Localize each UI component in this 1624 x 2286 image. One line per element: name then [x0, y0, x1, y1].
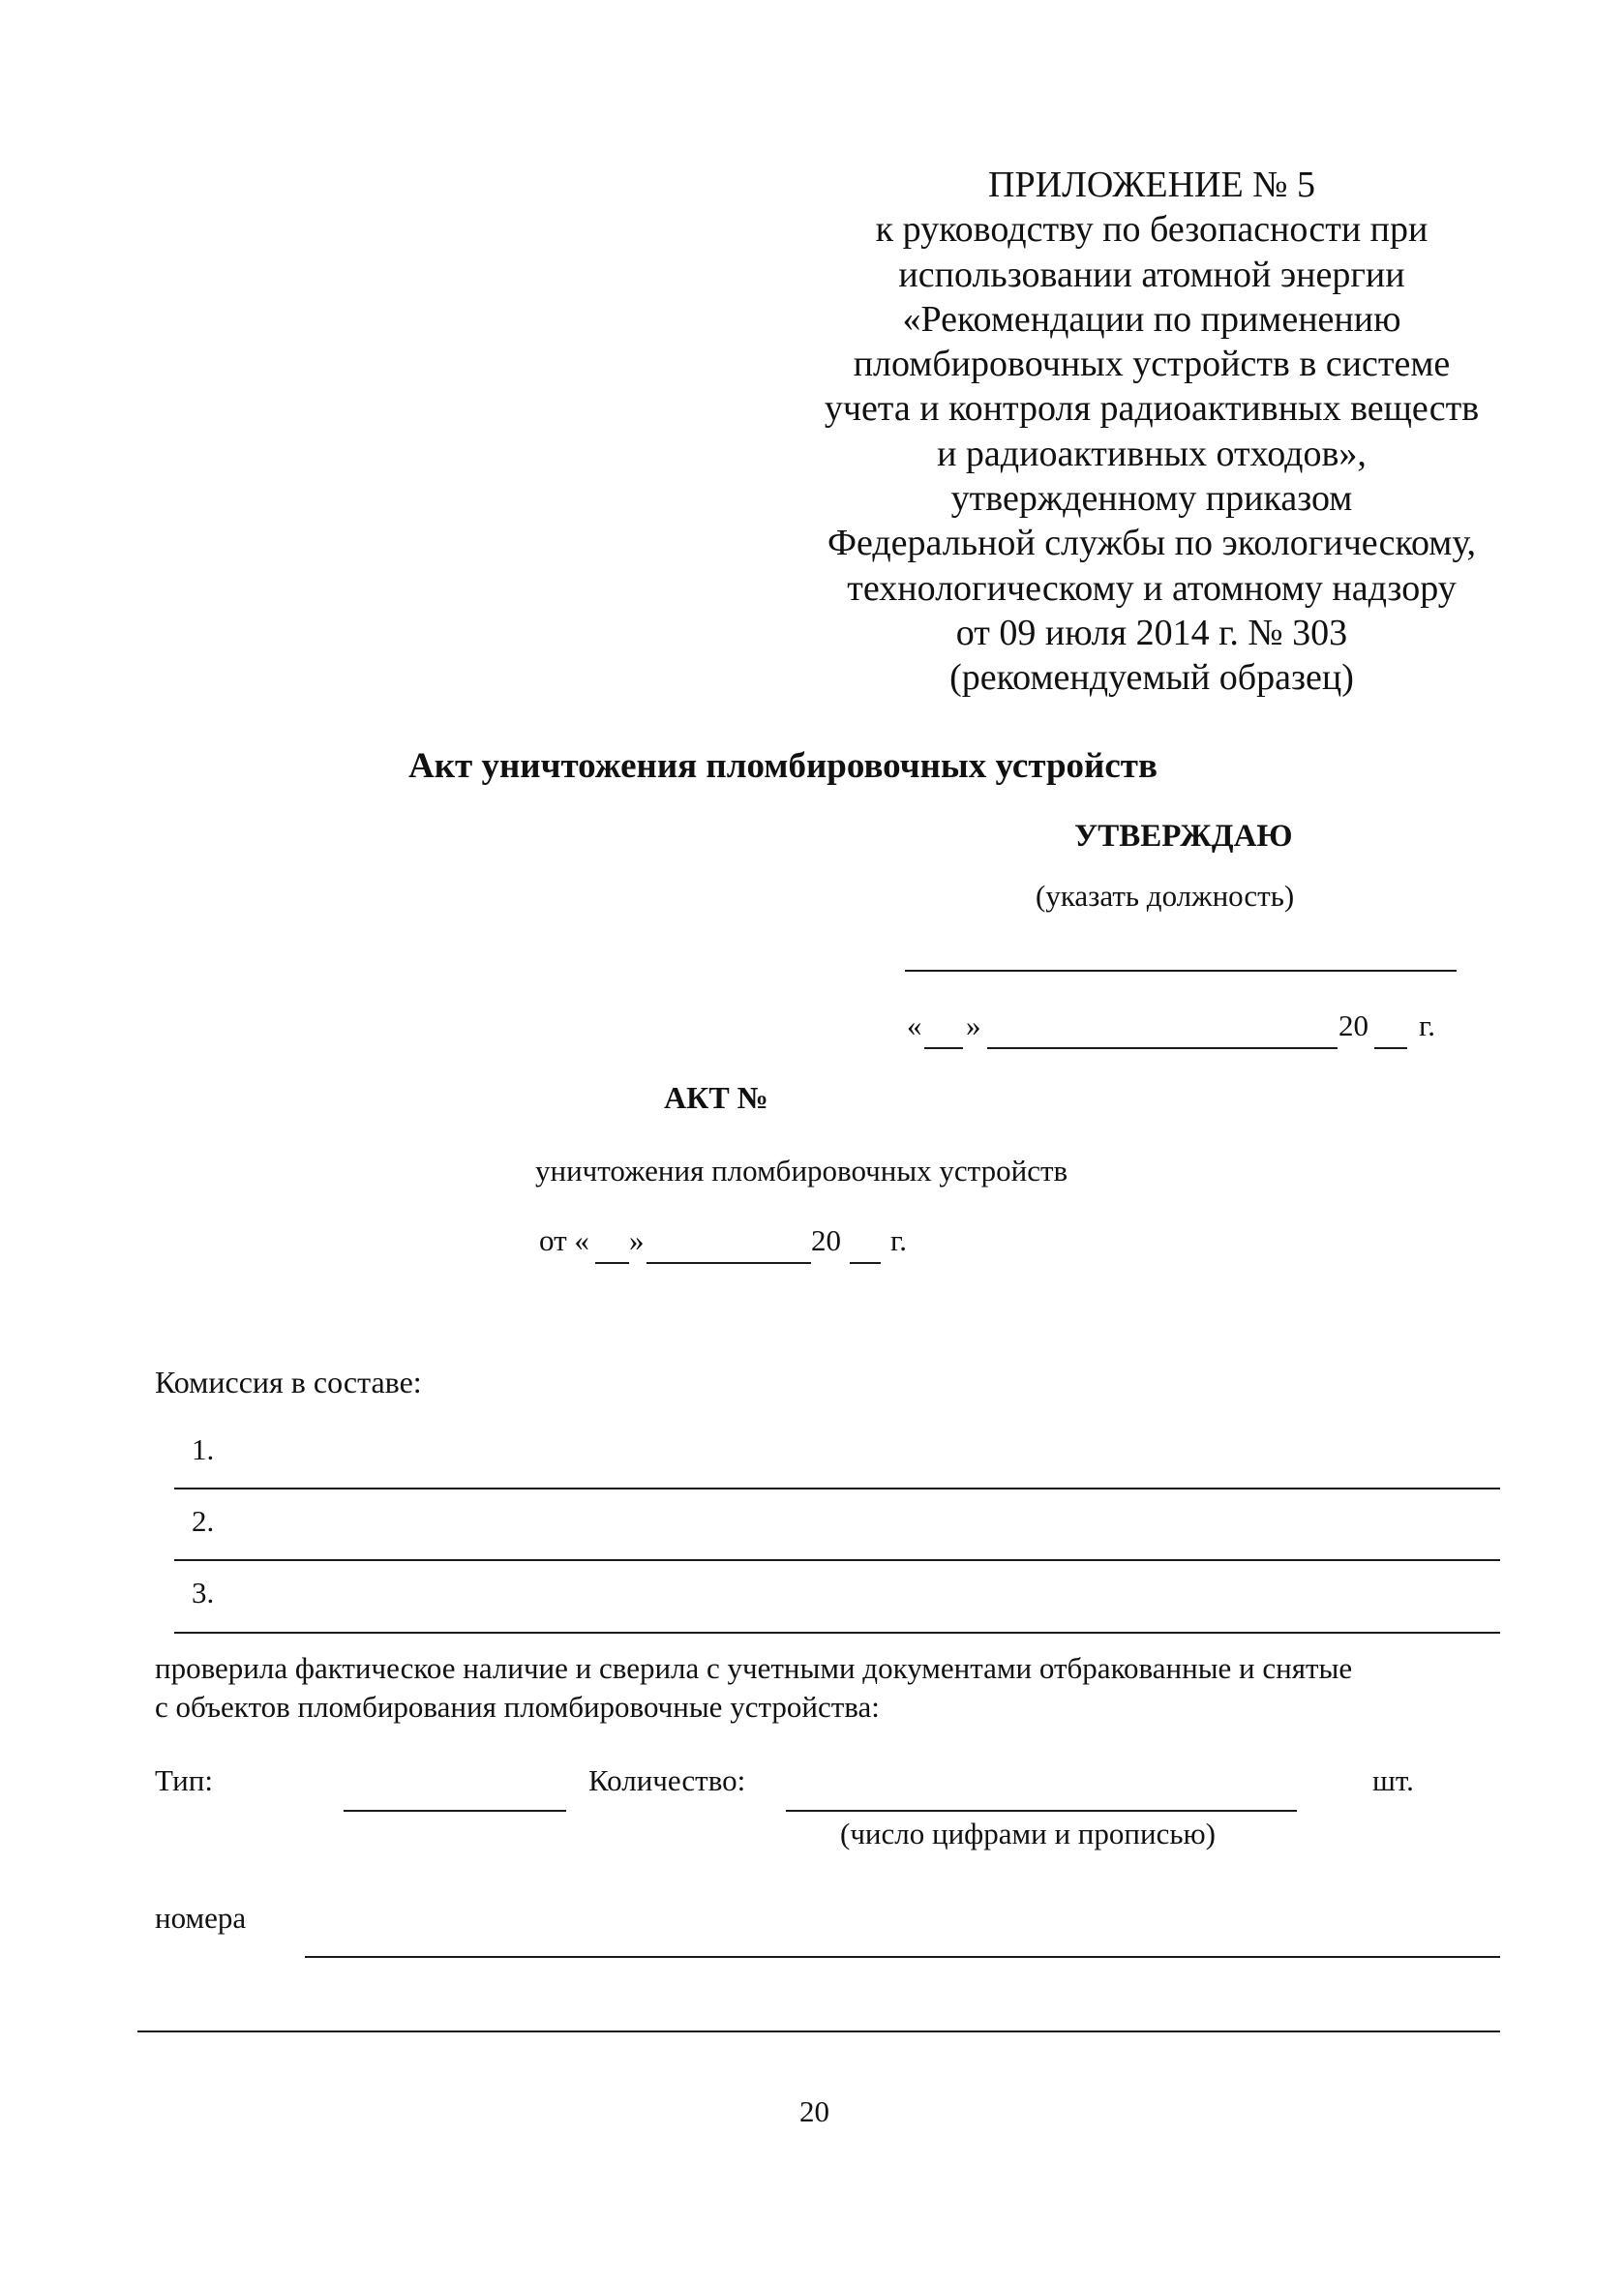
appendix-line: учета и контроля радиоактивных веществ — [824, 388, 1480, 430]
commission-label: Комиссия в составе: — [155, 1365, 422, 1399]
appendix-line: пломбировочных устройств в системе — [853, 344, 1451, 385]
appendix-line: (рекомендуемый образец) — [949, 657, 1354, 699]
act-year-suffix: г. — [890, 1223, 907, 1257]
numbers-label: номера — [155, 1901, 247, 1935]
act-year-field[interactable] — [850, 1262, 881, 1264]
approval-date-open-quote: « — [907, 1008, 922, 1042]
appendix-line: использовании атомной энергии — [898, 254, 1405, 295]
numbers-field-continuation[interactable] — [137, 2030, 1500, 2032]
numbers-field[interactable] — [305, 1956, 1500, 1958]
verification-text-line: проверила фактическое наличие и сверила с учетными документами отбракованные и снятые — [155, 1651, 1353, 1685]
approval-date-close-quote: » — [966, 1008, 981, 1042]
quantity-hint: (число цифрами и прописью) — [840, 1817, 1216, 1850]
act-year-prefix: 20 — [811, 1223, 841, 1257]
approval-year-suffix: г. — [1419, 1008, 1435, 1042]
approval-heading: УТВЕРЖДАЮ — [1074, 819, 1293, 854]
approval-month-field[interactable] — [987, 1047, 1338, 1049]
appendix-line: технологическому и атомному надзору — [847, 567, 1457, 609]
quantity-unit: шт. — [1372, 1763, 1414, 1797]
act-number-label: АКТ № — [664, 1080, 768, 1115]
appendix-line: утвержденному приказом — [950, 478, 1353, 520]
quantity-label: Количество: — [588, 1763, 746, 1797]
commission-member-number: 1. — [192, 1432, 215, 1466]
commission-member-field[interactable] — [174, 1488, 1500, 1489]
approval-year-prefix: 20 — [1338, 1008, 1368, 1042]
appendix-line: ПРИЛОЖЕНИЕ № 5 — [988, 165, 1315, 205]
act-day-field[interactable] — [595, 1262, 629, 1264]
appendix-line: Федеральной службы по экологическому, — [827, 523, 1477, 564]
type-label: Тип: — [155, 1763, 213, 1797]
appendix-line: к руководству по безопасности при — [875, 209, 1429, 251]
page-number: 20 — [799, 2094, 829, 2128]
commission-member-number: 3. — [192, 1576, 215, 1609]
commission-member-field[interactable] — [174, 1632, 1500, 1634]
appendix-line: и радиоактивных отходов», — [937, 433, 1367, 474]
quantity-field[interactable] — [786, 1810, 1297, 1812]
approval-position-hint: (указать должность) — [1036, 879, 1295, 913]
verification-text-line: с объектов пломбирования пломбировочные устройства: — [155, 1690, 880, 1724]
appendix-line: «Рекомендации по применению — [902, 298, 1401, 340]
act-month-field[interactable] — [647, 1262, 811, 1264]
type-field[interactable] — [344, 1810, 566, 1812]
act-date-prefix: от « — [539, 1223, 589, 1257]
commission-member-field[interactable] — [174, 1559, 1500, 1561]
appendix-header — [765, 163, 1539, 701]
act-date-close-quote: » — [629, 1223, 645, 1257]
appendix-line: от 09 июля 2014 г. № 303 — [955, 612, 1348, 653]
approval-signature-line[interactable] — [905, 970, 1457, 972]
approval-year-field[interactable] — [1374, 1047, 1407, 1049]
act-subtitle: уничтожения пломбировочных устройств — [535, 1154, 1068, 1188]
document-title: Акт уничтожения пломбировочных устройств — [408, 746, 1158, 786]
approval-day-field[interactable] — [924, 1047, 963, 1049]
commission-member-number: 2. — [192, 1504, 215, 1538]
